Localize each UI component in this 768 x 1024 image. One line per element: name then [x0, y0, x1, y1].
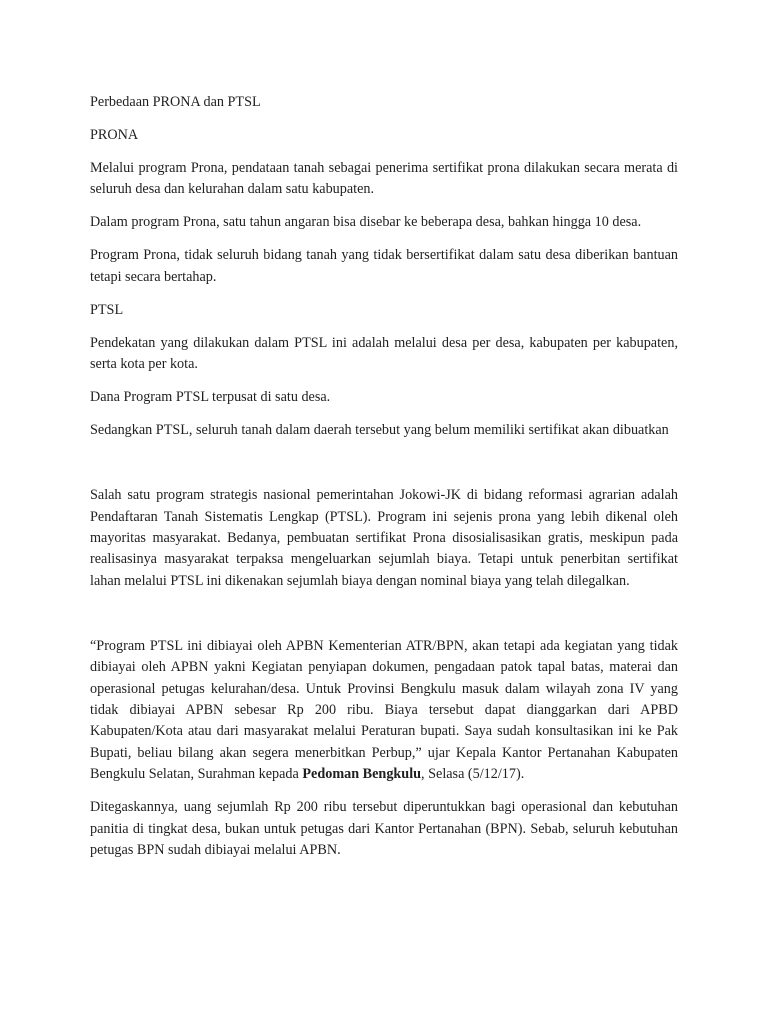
- source-name-bold: Pedoman Bengkulu: [302, 766, 422, 783]
- quote-date: , Selasa (5/12/17).: [421, 766, 525, 783]
- section-heading-ptsl: PTSL: [90, 301, 124, 318]
- paragraph-ptsl-3: Sedangkan PTSL, seluruh tanah dalam daerah tersebut yang belum memiliki sertifikat akan dibuatkan: [90, 422, 669, 439]
- paragraph-prona-3: Program Prona, tidak seluruh bidang tanah yang tidak bersertifikat dalam satu desa diberikan bantuan tetapi secara bertahap.: [90, 247, 678, 285]
- paragraph-prona-1: Melalui program Prona, pendataan tanah sebagai penerima sertifikat prona dilakukan secara merata di seluruh desa dan kelurahan dalam satu kabupaten.: [90, 160, 678, 198]
- section-heading-prona: PRONA: [90, 127, 139, 143]
- paragraph-body-1: Salah satu program strategis nasional pemerintahan Jokowi-JK di bidang reformasi agrarian adalah Pendaftaran Tanah Sistematis Lengkap (PTSL). Program ini sejenis prona yang lebih dikenal oleh mayoritas masyarakat. Bedanya, pembuatan sertifikat Prona disosialisasikan gratis, meskipun pada realisasinya masyarakat terpaksa mengeluarkan sejumlah biaya. Tetapi untuk penerbitan sertifikat lahan melalui PTSL ini dikenakan sejumlah biaya dengan nominal biaya yang telah dilegalkan.: [90, 487, 678, 589]
- blank-line: [90, 604, 678, 636]
- blank-line: [90, 453, 678, 485]
- document-body: [90, 92, 678, 873]
- paragraph-prona-2: Dalam program Prona, satu tahun angaran bisa disebar ke beberapa desa, bahkan hingga 10 desa.: [90, 214, 642, 231]
- document-title: Perbedaan PRONA dan PTSL: [90, 94, 261, 110]
- paragraph-body-3: Ditegaskannya, uang sejumlah Rp 200 ribu tersebut diperuntukkan bagi operasional dan kebutuhan panitia di tingkat desa, bukan untuk petugas dari Kantor Pertanahan (BPN). Sebab, seluruh kebutuhan petugas BPN sudah dibiayai melalui APBN.: [90, 799, 678, 859]
- paragraph-ptsl-2: Dana Program PTSL terpusat di satu desa.: [90, 389, 331, 406]
- paragraph-ptsl-1: Pendekatan yang dilakukan dalam PTSL ini adalah melalui desa per desa, kabupaten per kabupaten, serta kota per kota.: [90, 334, 678, 373]
- paragraph-quote: [90, 636, 678, 786]
- quote-text: “Program PTSL ini dibiayai oleh APBN Kementerian ATR/BPN, akan tetapi ada kegiatan yang tidak dibiayai oleh APBN yakni Kegiatan penyiapan dokumen, pengadaan patok tapal batas, materai dan operasional petugas kelurahan/desa. Untuk Provinsi Bengkulu masuk dalam wilayah zona IV yang tidak dibiayai APBN sebesar Rp 200 ribu. Biaya tersebut dapat dianggarkan dari APBD Kabupaten/Kota atau dari masyarakat melalui Peraturan bupati. Saya sudah konsultasikan ini ke Pak Bupati, beliau bilang akan segera menerbitkan Perbup,” ujar Kepala Kantor Pertanahan Kabupaten Bengkulu Selatan, Surahman kepada: [90, 637, 678, 783]
